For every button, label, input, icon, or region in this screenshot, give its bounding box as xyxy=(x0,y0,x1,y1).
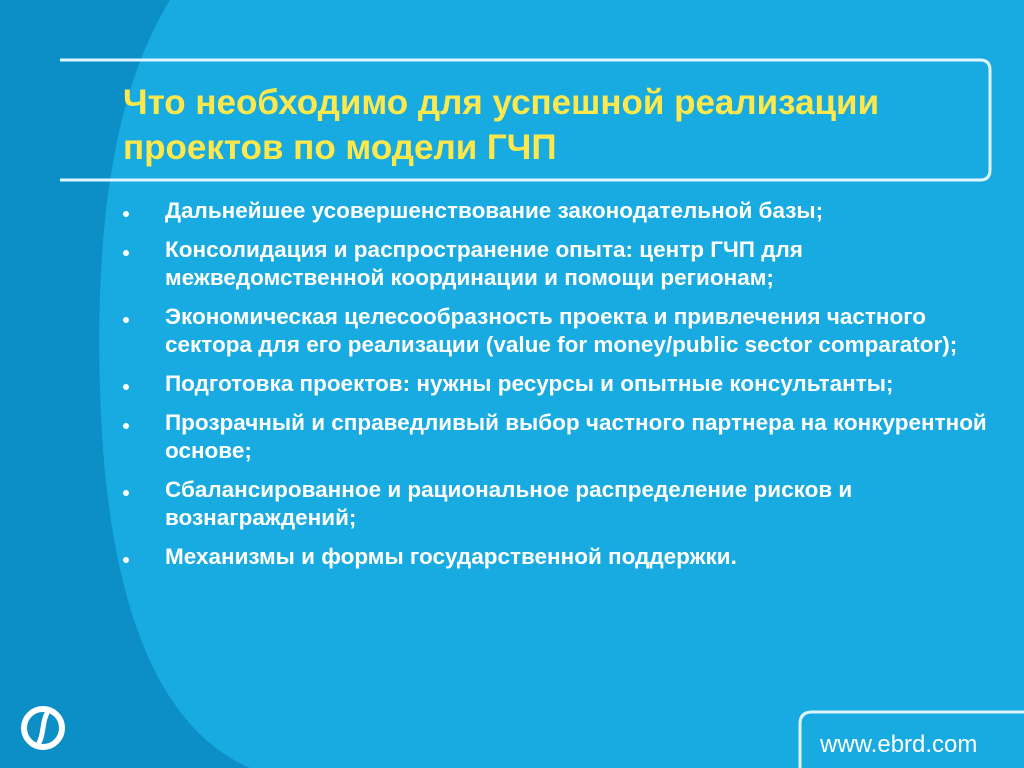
bullet-icon xyxy=(123,384,129,390)
slide-title: Что необходимо для успешной реализации проектов по модели ГЧП xyxy=(123,83,880,167)
list-item xyxy=(118,476,988,532)
bullet-icon xyxy=(123,423,129,429)
bullet-icon xyxy=(123,250,129,256)
list-item xyxy=(118,197,988,225)
bullet-text: Экономическая целесообразность проекта и привлечения частного сектора для его реализации (value for money/public sector comparator); xyxy=(165,304,958,357)
bullet-text: Консолидация и распространение опыта: центр ГЧП для межведомственной координации и помощи регионам; xyxy=(165,237,803,290)
list-item xyxy=(118,543,988,571)
bullet-text: Сбалансированное и рациональное распределение рисков и вознаграждений; xyxy=(165,477,853,530)
bullet-text: Механизмы и формы государственной поддержки. xyxy=(165,544,737,569)
bullet-text: Прозрачный и справедливый выбор частного партнера на конкурентной основе; xyxy=(165,410,987,463)
bullet-text: Дальнейшее усовершенствование законодательной базы; xyxy=(165,198,824,223)
bullet-list xyxy=(118,197,988,582)
list-item xyxy=(118,236,988,292)
list-item xyxy=(118,370,988,398)
bullet-icon xyxy=(123,317,129,323)
bullet-icon xyxy=(123,490,129,496)
bullet-icon xyxy=(123,211,129,217)
footer-url[interactable]: www.ebrd.com xyxy=(820,731,978,758)
bullet-icon xyxy=(123,557,129,563)
list-item xyxy=(118,303,988,359)
bullet-text: Подготовка проектов: нужны ресурсы и опытные консультанты; xyxy=(165,371,894,396)
list-item xyxy=(118,409,988,465)
